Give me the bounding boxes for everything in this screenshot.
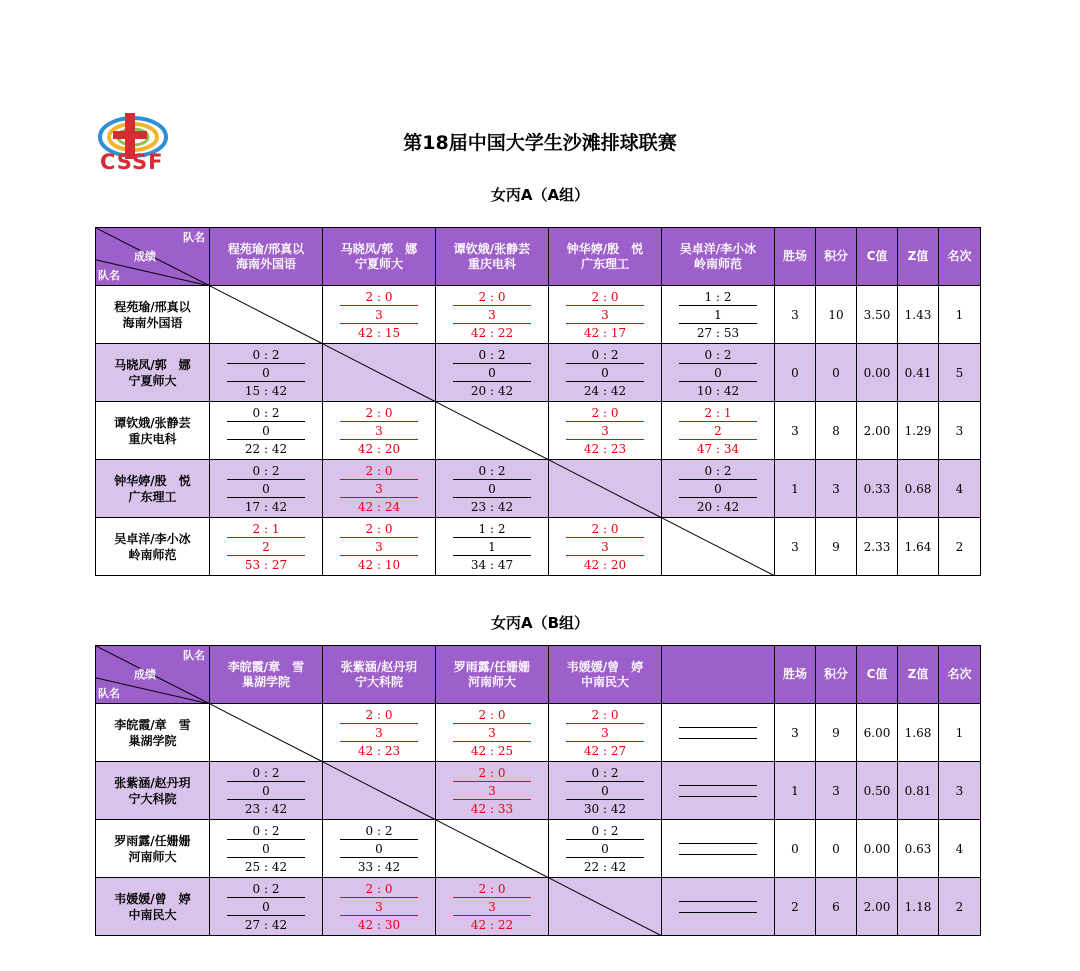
- match-result-cell: [549, 286, 662, 344]
- self-match-cell: [210, 704, 323, 762]
- set-score: 0 : 2: [566, 764, 644, 782]
- team-school: 重庆电科: [128, 431, 177, 446]
- column-team-header: [662, 228, 775, 286]
- rally-score: 47 : 34: [696, 441, 740, 456]
- table-row: [96, 344, 981, 402]
- stat-c: 0.50: [857, 762, 898, 820]
- team-name: 吴卓洋/李小冰: [114, 531, 191, 546]
- stat-z: 1.64: [898, 518, 939, 576]
- corner-score-label: 成绩: [134, 668, 156, 681]
- team-school: 海南外国语: [235, 256, 296, 271]
- rally-score: 22 : 42: [583, 859, 627, 874]
- rally-score: 33 : 42: [357, 859, 401, 874]
- match-result-cell: [436, 878, 549, 936]
- match-result-cell: [323, 878, 436, 936]
- match-result-cell: [549, 820, 662, 878]
- header-points: 积分: [816, 228, 857, 286]
- stat-rank: 1: [939, 704, 981, 762]
- stat-wins: 1: [775, 762, 816, 820]
- stat-wins: 1: [775, 460, 816, 518]
- rally-score: 42 : 15: [357, 325, 401, 340]
- stat-z: 0.68: [898, 460, 939, 518]
- self-match-cell: [662, 518, 775, 576]
- match-result-cell: [210, 878, 323, 936]
- set-score: 2 : 0: [453, 880, 531, 898]
- set-score: 0 : 2: [566, 822, 644, 840]
- row-team-header: [96, 460, 210, 518]
- rally-score: 27 : 53: [696, 325, 740, 340]
- table-row: [96, 878, 981, 936]
- page-title: 第18届中国大学生沙滩排球联赛: [403, 132, 677, 154]
- set-score: 0 : 2: [679, 346, 757, 364]
- set-score: 2 : 0: [340, 880, 418, 898]
- column-team-header: [436, 646, 549, 704]
- header-z: Z值: [898, 646, 939, 704]
- match-points: 3: [340, 898, 418, 916]
- rally-score: 30 : 42: [583, 801, 627, 816]
- match-result-cell: [549, 762, 662, 820]
- rally-score: 42 : 20: [583, 557, 627, 572]
- set-score: 0 : 2: [227, 880, 305, 898]
- team-school: 宁夏师大: [128, 373, 177, 388]
- match-points: 0: [679, 364, 757, 382]
- stat-points: 3: [816, 762, 857, 820]
- match-result-cell: [323, 704, 436, 762]
- match-points: 0: [453, 364, 531, 382]
- match-result-cell: [436, 344, 549, 402]
- match-result-cell: [436, 460, 549, 518]
- match-result-cell: [662, 460, 775, 518]
- self-match-cell: [210, 286, 323, 344]
- set-score: 2 : 0: [340, 706, 418, 724]
- rally-score: 42 : 33: [470, 801, 514, 816]
- team-school: 中南民大: [580, 674, 629, 689]
- group-a-title: 女丙A（A组）: [490, 186, 590, 204]
- stat-z: 1.29: [898, 402, 939, 460]
- stat-z: 0.81: [898, 762, 939, 820]
- team-name: 韦媛媛/曾 婷: [566, 659, 644, 674]
- set-score: 1 : 2: [679, 288, 757, 306]
- set-score: 2 : 0: [453, 764, 531, 782]
- set-score: 0 : 2: [453, 462, 531, 480]
- match-result-cell: [210, 762, 323, 820]
- team-name: 吴卓洋/李小冰: [679, 241, 757, 256]
- stat-points: 10: [816, 286, 857, 344]
- group-a-table: [95, 227, 981, 576]
- team-name: 程苑瑜/邢真以: [114, 299, 191, 314]
- stat-wins: 3: [775, 518, 816, 576]
- match-result-cell: [323, 402, 436, 460]
- match-result-cell: [436, 518, 549, 576]
- rally-score: 42 : 22: [470, 917, 514, 932]
- stat-rank: 2: [939, 518, 981, 576]
- set-score: 2 : 0: [566, 404, 644, 422]
- corner-team2-label: 队名: [98, 687, 120, 700]
- set-score: 2 : 0: [566, 520, 644, 538]
- rally-score: 10 : 42: [696, 383, 740, 398]
- row-team-header: [96, 820, 210, 878]
- team-school: 巢湖学院: [128, 733, 177, 748]
- stat-c: 2.33: [857, 518, 898, 576]
- rally-score: 42 : 24: [357, 499, 401, 514]
- rally-score: 25 : 42: [244, 859, 288, 874]
- table-row: [96, 704, 981, 762]
- empty-match-cell: [662, 820, 775, 878]
- corner-cell: [96, 228, 210, 286]
- match-result-cell: [210, 820, 323, 878]
- set-score: 0 : 2: [227, 764, 305, 782]
- team-name: 程苑瑜/邢真以: [227, 241, 305, 256]
- stat-points: 8: [816, 402, 857, 460]
- match-points: 3: [340, 724, 418, 742]
- team-name: 罗雨露/任姗姗: [453, 659, 531, 674]
- rally-score: 24 : 42: [583, 383, 627, 398]
- team-name: 李皖霞/章 雪: [114, 717, 191, 732]
- header-z: Z值: [898, 228, 939, 286]
- set-score: 0 : 2: [227, 462, 305, 480]
- match-points: 3: [340, 306, 418, 324]
- team-name: 谭钦娥/张静芸: [114, 415, 191, 430]
- team-school: 宁大科院: [128, 791, 177, 806]
- match-points: 3: [340, 480, 418, 498]
- set-score: 2 : 0: [566, 288, 644, 306]
- match-points: 0: [227, 782, 305, 800]
- stat-c: 0.33: [857, 460, 898, 518]
- row-team-header: [96, 286, 210, 344]
- table-row: [96, 762, 981, 820]
- rally-score: 42 : 23: [357, 743, 401, 758]
- set-score: 1 : 2: [453, 520, 531, 538]
- stat-rank: 4: [939, 460, 981, 518]
- match-points: 0: [227, 364, 305, 382]
- team-school: 岭南师范: [128, 547, 177, 562]
- stat-points: 6: [816, 878, 857, 936]
- self-match-cell: [549, 460, 662, 518]
- match-points: 3: [340, 538, 418, 556]
- rally-score: 53 : 27: [244, 557, 288, 572]
- team-name: 钟华婷/殷 悦: [114, 473, 191, 488]
- set-score: 0 : 2: [679, 462, 757, 480]
- match-result-cell: [549, 704, 662, 762]
- stat-rank: 4: [939, 820, 981, 878]
- stat-wins: 2: [775, 878, 816, 936]
- stat-rank: 3: [939, 762, 981, 820]
- match-points: 0: [227, 840, 305, 858]
- stat-c: 0.00: [857, 344, 898, 402]
- rally-score: 23 : 42: [470, 499, 514, 514]
- header-rank: 名次: [939, 646, 981, 704]
- column-team-header: [323, 646, 436, 704]
- team-school: 河南师大: [467, 674, 516, 689]
- stat-wins: 3: [775, 402, 816, 460]
- set-score: 0 : 2: [227, 404, 305, 422]
- stat-wins: 3: [775, 286, 816, 344]
- rally-score: 42 : 27: [583, 743, 627, 758]
- match-points: 0: [453, 480, 531, 498]
- stat-wins: 3: [775, 704, 816, 762]
- rally-score: 42 : 23: [583, 441, 627, 456]
- team-school: 海南外国语: [122, 315, 183, 330]
- match-result-cell: [436, 286, 549, 344]
- stat-rank: 1: [939, 286, 981, 344]
- match-result-cell: [323, 460, 436, 518]
- stat-z: 1.68: [898, 704, 939, 762]
- match-points: 0: [679, 480, 757, 498]
- self-match-cell: [323, 762, 436, 820]
- set-score: 2 : 0: [566, 706, 644, 724]
- match-points: 3: [566, 724, 644, 742]
- match-points: 0: [566, 782, 644, 800]
- match-result-cell: [210, 518, 323, 576]
- team-name: 张紫涵/赵丹玥: [340, 659, 418, 674]
- row-team-header: [96, 762, 210, 820]
- table-row: [96, 286, 981, 344]
- empty-match-cell: [662, 878, 775, 936]
- row-team-header: [96, 402, 210, 460]
- stat-points: 3: [816, 460, 857, 518]
- header-c: C值: [857, 228, 898, 286]
- group-b-title: 女丙A（B组）: [490, 614, 590, 632]
- column-team-header: [549, 228, 662, 286]
- match-points: 3: [453, 724, 531, 742]
- self-match-cell: [323, 344, 436, 402]
- match-result-cell: [323, 518, 436, 576]
- match-points: 2: [227, 538, 305, 556]
- match-result-cell: [662, 344, 775, 402]
- stat-c: 3.50: [857, 286, 898, 344]
- stat-z: 1.43: [898, 286, 939, 344]
- row-team-header: [96, 704, 210, 762]
- match-result-cell: [436, 704, 549, 762]
- rally-score: 17 : 42: [244, 499, 288, 514]
- match-result-cell: [662, 286, 775, 344]
- rally-score: 34 : 47: [470, 557, 514, 572]
- stat-wins: 0: [775, 344, 816, 402]
- row-team-header: [96, 518, 210, 576]
- self-match-cell: [436, 402, 549, 460]
- empty-match-cell: [662, 704, 775, 762]
- team-school: 中南民大: [128, 907, 177, 922]
- table-row: [96, 518, 981, 576]
- match-result-cell: [323, 820, 436, 878]
- team-school: 河南师大: [128, 849, 177, 864]
- match-points: 0: [340, 840, 418, 858]
- stat-rank: 5: [939, 344, 981, 402]
- rally-score: 42 : 10: [357, 557, 401, 572]
- match-points: 0: [227, 422, 305, 440]
- match-points: 3: [453, 898, 531, 916]
- stat-z: 1.18: [898, 878, 939, 936]
- column-team-header: [662, 646, 775, 704]
- team-school: 宁夏师大: [354, 256, 403, 271]
- team-school: 岭南师范: [693, 256, 742, 271]
- team-school: 广东理工: [580, 256, 629, 271]
- match-points: 3: [453, 306, 531, 324]
- stat-points: 9: [816, 518, 857, 576]
- stat-rank: 2: [939, 878, 981, 936]
- group-b-table: [95, 645, 981, 936]
- corner-cell: [96, 646, 210, 704]
- match-points: 3: [566, 306, 644, 324]
- stat-c: 6.00: [857, 704, 898, 762]
- rally-score: 42 : 17: [583, 325, 627, 340]
- match-points: 2: [679, 422, 757, 440]
- stat-points: 9: [816, 704, 857, 762]
- rally-score: 20 : 42: [696, 499, 740, 514]
- match-points: 3: [566, 422, 644, 440]
- team-name: 马晓凤/郭 娜: [114, 357, 191, 372]
- team-school: 重庆电科: [467, 256, 516, 271]
- table-row: [96, 820, 981, 878]
- rally-score: 42 : 30: [357, 917, 401, 932]
- match-result-cell: [549, 402, 662, 460]
- match-result-cell: [549, 344, 662, 402]
- match-points: 1: [453, 538, 531, 556]
- set-score: 2 : 1: [227, 520, 305, 538]
- match-points: 0: [227, 898, 305, 916]
- rally-score: 20 : 42: [470, 383, 514, 398]
- set-score: 0 : 2: [227, 822, 305, 840]
- set-score: 2 : 0: [453, 706, 531, 724]
- match-result-cell: [210, 344, 323, 402]
- team-name: 张紫涵/赵丹玥: [114, 775, 191, 790]
- stat-c: 2.00: [857, 878, 898, 936]
- self-match-cell: [549, 878, 662, 936]
- match-points: 3: [566, 538, 644, 556]
- corner-team2-label: 队名: [98, 269, 120, 282]
- rally-score: 23 : 42: [244, 801, 288, 816]
- header-wins: 胜场: [775, 228, 816, 286]
- match-result-cell: [210, 402, 323, 460]
- column-team-header: [210, 646, 323, 704]
- team-school: 宁大科院: [354, 674, 403, 689]
- stat-points: 0: [816, 344, 857, 402]
- match-result-cell: [323, 286, 436, 344]
- team-name: 韦媛媛/曾 婷: [114, 891, 191, 906]
- rally-score: 42 : 22: [470, 325, 514, 340]
- header-wins: 胜场: [775, 646, 816, 704]
- empty-match-cell: [662, 762, 775, 820]
- match-points: 0: [566, 840, 644, 858]
- set-score: 2 : 0: [340, 520, 418, 538]
- stat-z: 0.41: [898, 344, 939, 402]
- set-score: 0 : 2: [453, 346, 531, 364]
- set-score: 2 : 0: [340, 404, 418, 422]
- logo-text: CSSF: [100, 150, 164, 174]
- header-rank: 名次: [939, 228, 981, 286]
- stat-wins: 0: [775, 820, 816, 878]
- set-score: 2 : 0: [340, 288, 418, 306]
- row-team-header: [96, 344, 210, 402]
- team-name: 马晓凤/郭 娜: [340, 241, 418, 256]
- header-points: 积分: [816, 646, 857, 704]
- set-score: 2 : 0: [340, 462, 418, 480]
- team-name: 钟华婷/殷 悦: [566, 241, 644, 256]
- rally-score: 42 : 20: [357, 441, 401, 456]
- row-team-header: [96, 878, 210, 936]
- match-result-cell: [436, 762, 549, 820]
- team-name: 李皖霞/章 雪: [227, 659, 305, 674]
- column-team-header: [323, 228, 436, 286]
- corner-team-label: 队名: [183, 649, 205, 662]
- rally-score: 22 : 42: [244, 441, 288, 456]
- set-score: 0 : 2: [340, 822, 418, 840]
- match-points: 0: [227, 480, 305, 498]
- table-row: [96, 460, 981, 518]
- team-school: 广东理工: [128, 489, 177, 504]
- match-points: 0: [566, 364, 644, 382]
- stat-c: 2.00: [857, 402, 898, 460]
- stat-rank: 3: [939, 402, 981, 460]
- team-name: 罗雨露/任姗姗: [114, 833, 191, 848]
- match-points: 1: [679, 306, 757, 324]
- stat-z: 0.63: [898, 820, 939, 878]
- match-result-cell: [549, 518, 662, 576]
- rally-score: 27 : 42: [244, 917, 288, 932]
- self-match-cell: [436, 820, 549, 878]
- column-team-header: [436, 228, 549, 286]
- match-result-cell: [210, 460, 323, 518]
- team-school: 巢湖学院: [241, 674, 290, 689]
- stat-points: 0: [816, 820, 857, 878]
- column-team-header: [210, 228, 323, 286]
- stat-c: 0.00: [857, 820, 898, 878]
- match-result-cell: [662, 402, 775, 460]
- column-team-header: [549, 646, 662, 704]
- corner-score-label: 成绩: [134, 250, 156, 263]
- match-points: 3: [340, 422, 418, 440]
- rally-score: 42 : 25: [470, 743, 514, 758]
- corner-team-label: 队名: [183, 231, 205, 244]
- match-points: 3: [453, 782, 531, 800]
- set-score: 0 : 2: [566, 346, 644, 364]
- table-row: [96, 402, 981, 460]
- rally-score: 15 : 42: [244, 383, 288, 398]
- team-name: 谭钦娥/张静芸: [453, 241, 531, 256]
- set-score: 0 : 2: [227, 346, 305, 364]
- header-c: C值: [857, 646, 898, 704]
- set-score: 2 : 1: [679, 404, 757, 422]
- set-score: 2 : 0: [453, 288, 531, 306]
